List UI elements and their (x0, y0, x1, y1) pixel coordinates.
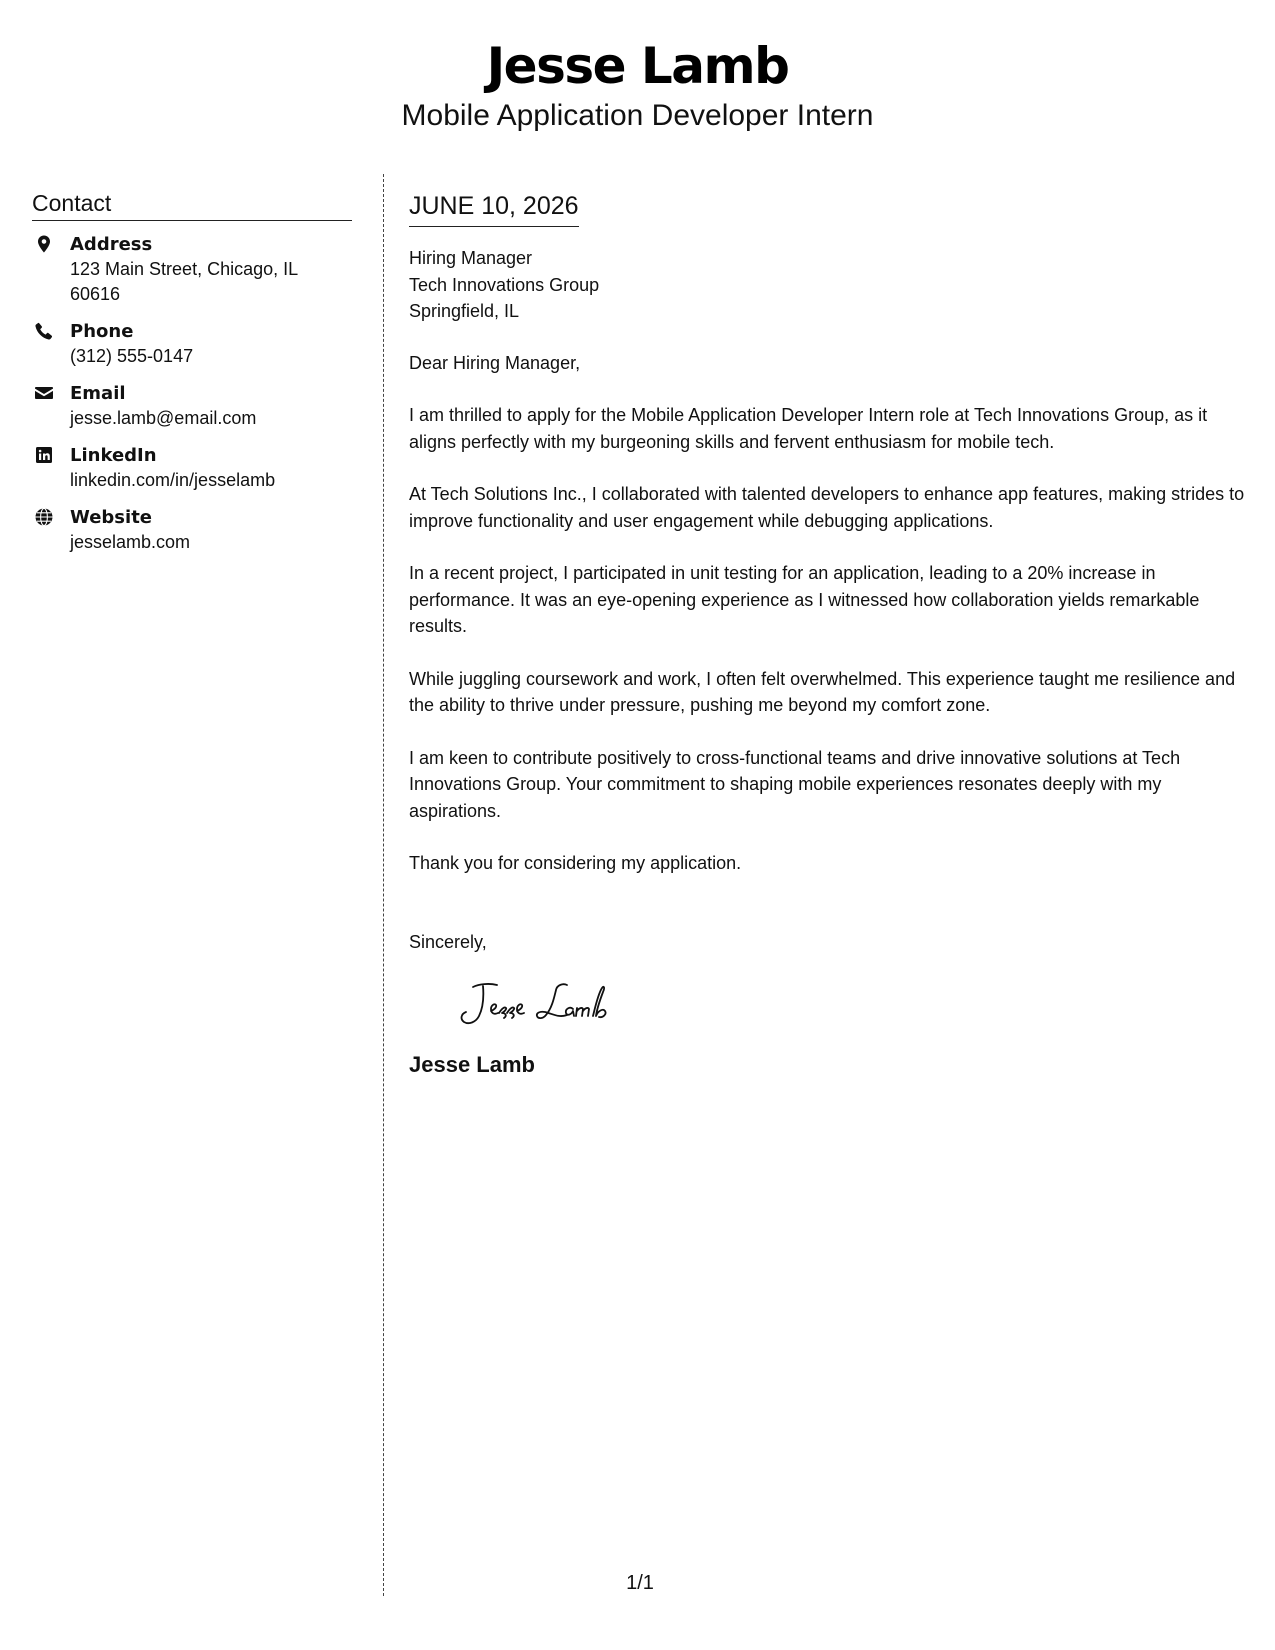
contact-label: Email (70, 383, 126, 404)
paragraph: In a recent project, I participated in unit testing for an application, leading to a 20% increase in performance. It was an eye-opening experience as I witnessed how collaboration yields remarkable results. (409, 563, 1200, 636)
contact-label: Website (70, 507, 153, 528)
contact-heading: Contact (32, 188, 352, 221)
contact-value: jesse.lamb@email.com (70, 408, 257, 428)
closing: Sincerely, (409, 931, 487, 952)
phone-icon (34, 321, 54, 341)
job-title: Mobile Application Developer Intern (401, 99, 874, 132)
handwritten-signature (447, 973, 647, 1033)
contact-address (32, 233, 352, 307)
letter-body (409, 190, 1249, 1079)
contact-linkedin (32, 444, 352, 493)
paragraph: While juggling coursework and work, I often felt overwhelmed. This experience taught me resilience and the ability to thrive under pressure, pushing me beyond my comfort zone. (409, 668, 1236, 715)
letter-date: JUNE 10, 2026 (409, 190, 579, 227)
page-number: 1/1 (626, 1572, 654, 1594)
column-divider (383, 174, 384, 1596)
contact-phone (32, 320, 352, 369)
paragraph: I am keen to contribute positively to cross-functional teams and drive innovative solutions at Tech Innovations Group. Your commitment to shaping mobile experiences resonates deeply with my aspirations. (409, 747, 1181, 821)
contact-email (32, 382, 352, 431)
signed-name: Jesse Lamb (409, 1052, 535, 1077)
recipient-block (409, 245, 1249, 325)
contact-list (32, 233, 352, 555)
location-pin-icon (34, 234, 54, 254)
contact-value: linkedin.com/in/jesselamb (70, 470, 276, 490)
globe-icon (34, 507, 54, 527)
contact-label: LinkedIn (70, 445, 157, 466)
envelope-icon (34, 383, 54, 403)
recipient-line: Hiring Manager (409, 248, 533, 268)
paragraph: I am thrilled to apply for the Mobile Application Developer Intern role at Tech Innovations Group, as it aligns perfectly with my burgeoning skills and fervent enthusiasm for mobile tech. (409, 405, 1208, 452)
applicant-name: Jesse Lamb (486, 37, 789, 95)
contact-label: Address (70, 234, 153, 255)
paragraph: At Tech Solutions Inc., I collaborated with talented developers to enhance app features, making strides to improve functionality and user engagement while debugging applications. (409, 484, 1245, 531)
contact-value: 123 Main Street, Chicago, IL 60616 (70, 259, 298, 304)
recipient-line: Springfield, IL (409, 301, 520, 321)
linkedin-icon (34, 445, 54, 465)
recipient-line: Tech Innovations Group (409, 274, 600, 295)
contact-website (32, 506, 352, 555)
header (0, 36, 1275, 134)
contact-value: (312) 555-0147 (70, 346, 194, 366)
salutation: Dear Hiring Manager, (409, 352, 581, 373)
contact-sidebar (32, 188, 352, 568)
contact-label: Phone (70, 321, 134, 342)
paragraph: Thank you for considering my application. (409, 853, 742, 873)
contact-value: jesselamb.com (70, 532, 191, 552)
